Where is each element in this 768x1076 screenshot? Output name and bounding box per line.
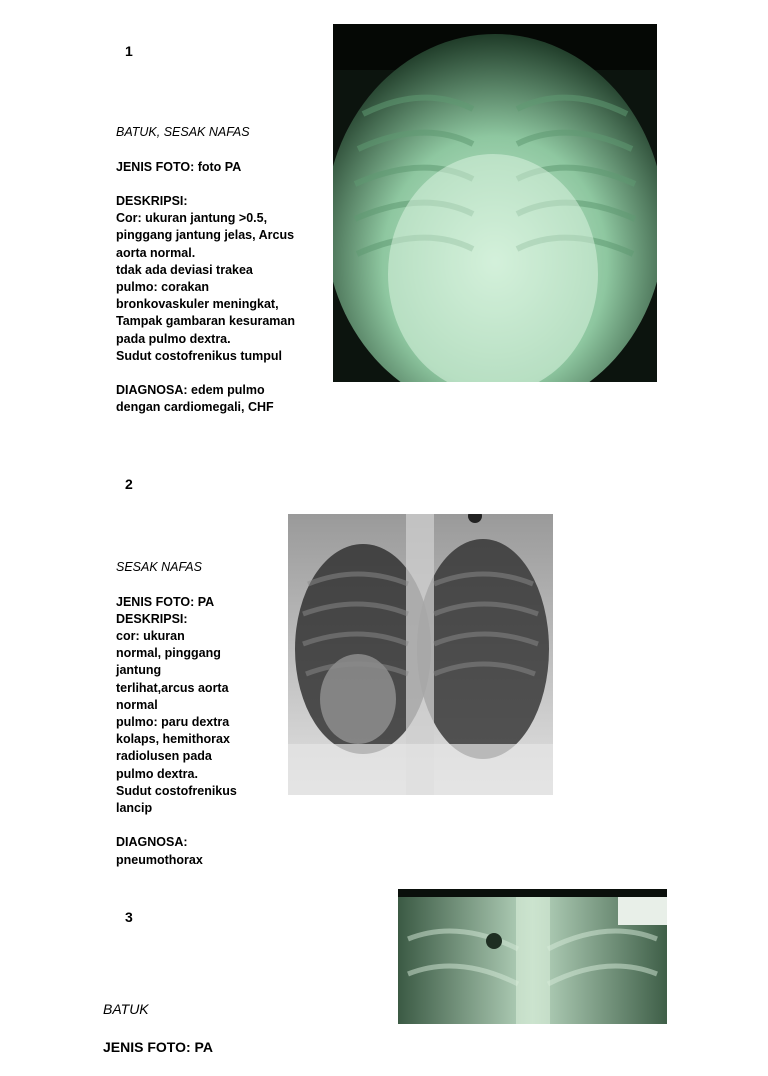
case-3-xray-image	[398, 889, 667, 1024]
case-2-description: JENIS FOTO: PA DESKRIPSI: cor: ukuran normal, pinggang jantung terlihat,arcus aorta normal pulmo: paru dextra kolaps, hemithorax radiolusen pada pulmo dextra. Sudut costofrenikus lancip DIAGNOSA: pneumothorax	[116, 594, 237, 867]
case-1-description: JENIS FOTO: foto PA DESKRIPSI: Cor: ukuran jantung >0.5, pinggang jantung jelas, Arcus aorta normal. tdak ada deviasi trakea pulmo: corakan bronkovaskuler meningkat, Tampak gambaran kesuraman pada pulmo dextra. Sudut costofrenikus tumpul DIAGNOSA: edem pulmo dengan cardiomegali, CHF	[116, 159, 296, 415]
case-1-complaint: BATUK, SESAK NAFAS	[116, 125, 250, 140]
case-1-number: 1	[125, 43, 133, 59]
case-2-xray-image	[288, 514, 553, 795]
case-3-description: JENIS FOTO: PA	[103, 1039, 213, 1055]
case-2-text	[116, 542, 256, 886]
case-2-complaint: SESAK NAFAS	[116, 560, 202, 575]
case-2-number: 2	[125, 476, 133, 492]
case-1-text	[116, 107, 316, 434]
case-3-number: 3	[125, 909, 133, 925]
case-3-complaint: BATUK	[103, 1001, 149, 1017]
case-3-text	[103, 981, 303, 1076]
case-1-xray-image	[333, 24, 657, 382]
